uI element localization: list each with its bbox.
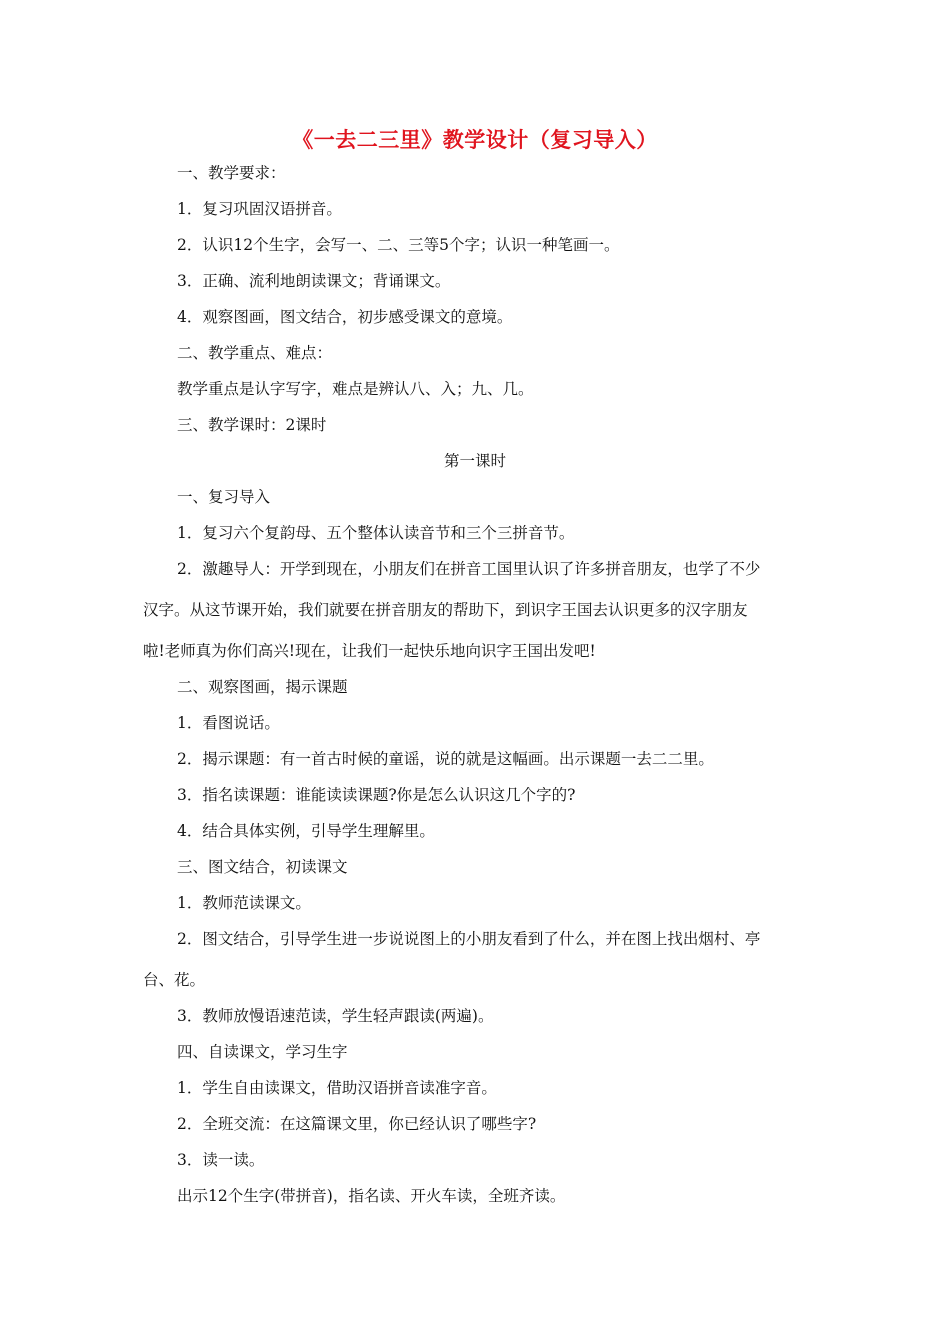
list-item: 2．认识12个生字，会写一、二、三等5个字；认识一种笔画一。: [177, 236, 620, 254]
list-item: 3．正确、流利地朗读课文；背诵课文。: [177, 272, 451, 290]
paragraph-line: 出示12个生字(带拼音)，指名读、开火车读，全班齐读。: [177, 1187, 566, 1205]
paragraph-line: 汉字。从这节课开始，我们就要在拼音朋友的帮助下，到识字王国去认识更多的汉字朋友: [143, 601, 748, 619]
section-heading: 一、教学要求：: [177, 164, 286, 182]
list-item: 4．结合具体实例，引导学生理解里。: [177, 822, 435, 840]
list-item: 1．看图说话。: [177, 714, 280, 732]
section-heading: 三、教学课时：2课时: [177, 416, 327, 434]
list-item: 1．复习巩固汉语拼音。: [177, 200, 342, 218]
section-heading: 二、观察图画，揭示课题: [177, 678, 348, 696]
list-item: 3．指名读课题：谁能读读课题?你是怎么认识这几个字的?: [177, 786, 576, 804]
list-item: 1．复习六个复韵母、五个整体认读音节和三个三拼音节。: [177, 524, 575, 542]
list-item: 4．观察图画，图文结合，初步感受课文的意境。: [177, 308, 513, 326]
list-item: 2．图文结合，引导学生进一步说说图上的小朋友看到了什么，并在图上找出烟村、亭: [177, 930, 761, 948]
paragraph-line: 啦!老师真为你们高兴!现在，让我们一起快乐地向识字王国出发吧!: [143, 642, 596, 660]
list-item: 2．揭示课题：有一首古时候的童谣，说的就是这幅画。出示课题一去二二里。: [177, 750, 714, 768]
list-item: 1．学生自由读课文，借助汉语拼音读准字音。: [177, 1079, 497, 1097]
list-item: 3．教师放慢语速范读，学生轻声跟读(两遍)。: [177, 1007, 494, 1025]
section-heading: 一、复习导入: [177, 488, 271, 506]
list-item: 2．激趣导人：开学到现在，小朋友们在拼音工国里认识了许多拼音朋友，也学了不少: [177, 560, 761, 578]
paragraph-line: 教学重点是认字写字，难点是辨认八、入；九、几。: [177, 380, 534, 398]
section-heading: 二、教学重点、难点：: [177, 344, 333, 362]
section-heading: 三、图文结合，初读课文: [177, 858, 348, 876]
list-item: 3．读一读。: [177, 1151, 265, 1169]
list-item: 2．全班交流：在这篇课文里，你已经认识了哪些字?: [177, 1115, 537, 1133]
document-title: 《一去二三里》教学设计（复习导入）: [292, 127, 658, 152]
subheading: 第一课时: [443, 452, 506, 470]
section-heading: 四、自读课文，学习生字: [177, 1043, 348, 1061]
list-item: 1．教师范读课文。: [177, 894, 311, 912]
paragraph-line: 台、花。: [143, 971, 206, 989]
